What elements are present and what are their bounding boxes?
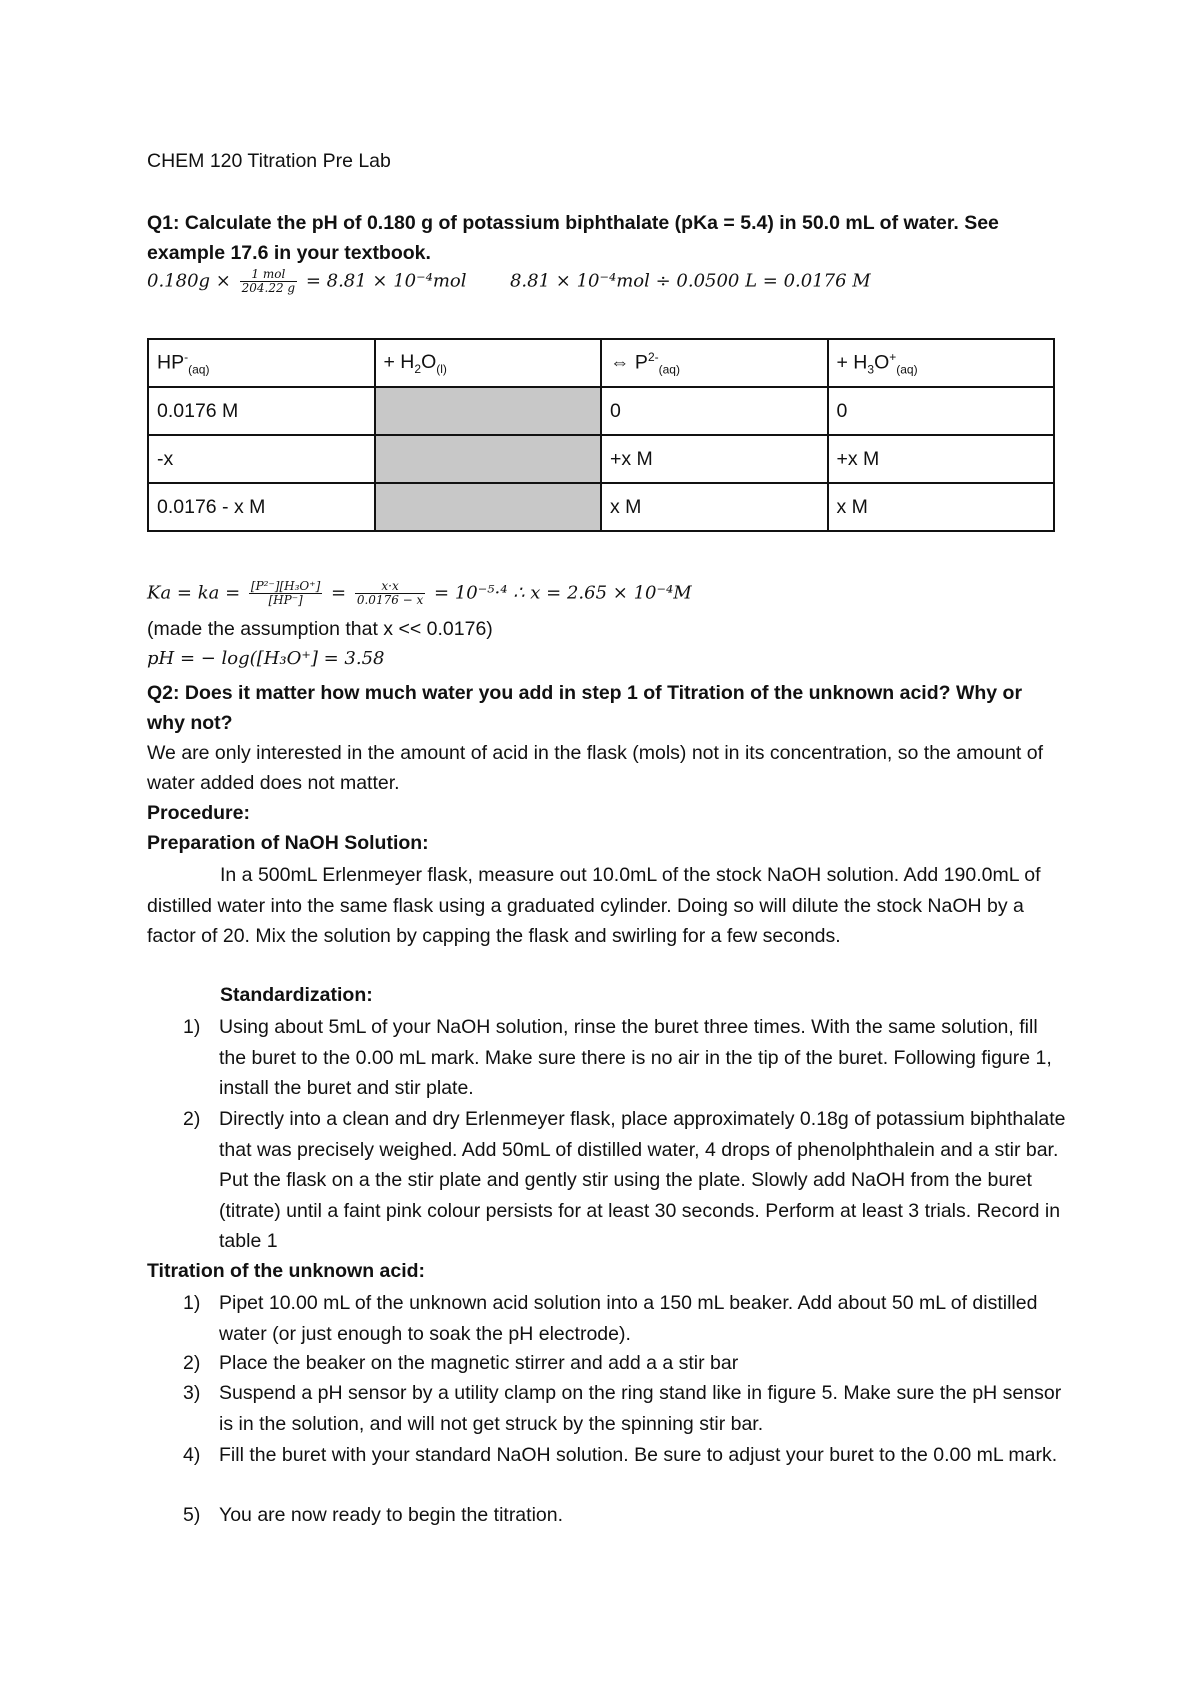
ka-expression: Ka = ka = $\frac{\text{[P²⁻][H₃O⁺]}}{[HP^-]}$ = $\frac{x\cdot x}{0.0176 - x}$ = 10⁻⁵·⁴ ∴ x = 2.65 × 10⁻⁴M — [147, 579, 692, 607]
ph-result: pH = − log([H₃O⁺] = 3.58 — [147, 648, 385, 669]
table-cell: 0.0176 - x M — [148, 483, 375, 531]
table-cell: +x M — [601, 435, 828, 483]
ka-rhs: = 10⁻⁵·⁴ ∴ x = 2.65 × 10⁻⁴M — [434, 582, 692, 604]
header-p2: ⇔ $P^{2-}_{(aq)}$ — [601, 339, 828, 387]
q1-question: Q1: Calculate the pH of 0.180 g of potassium biphthalate (pKa = 5.4) in 50.0 mL of water. See example 17.6 in your textbook. — [147, 212, 999, 264]
frac-numerator: 1 mol — [240, 268, 297, 282]
header-h3o: + $H_3O^+_{(aq)}$ — [828, 339, 1055, 387]
prep-heading: Preparation of NaOH Solution: — [147, 832, 429, 854]
table-row — [148, 435, 1054, 483]
list-number: 2) — [183, 1352, 201, 1374]
q1-calculation — [147, 268, 871, 295]
calc-concentration: 8.81 × 10⁻⁴mol ÷ 0.0500 L = 0.0176 M — [509, 270, 871, 292]
ka-fraction-2 — [355, 580, 425, 607]
assumption-note: (made the assumption that x << 0.0176) — [147, 618, 493, 640]
frac-numerator: x·x — [355, 580, 425, 594]
standardization-heading: Standardization: — [220, 984, 373, 1006]
ice-table — [147, 338, 1055, 532]
list-number: 3) — [183, 1382, 201, 1404]
frac-denominator: 204.22 g — [241, 281, 296, 295]
table-cell-shaded — [375, 483, 602, 531]
list-item: Suspend a pH sensor by a utility clamp on the ring stand like in figure 5. Make sure the pH sensor is in the solution, and will not get struck by the spinning stir bar. — [219, 1382, 1062, 1435]
list-number: 1) — [183, 1016, 201, 1038]
list-item: Using about 5mL of your NaOH solution, rinse the buret three times. With the same solution, fill the buret to the 0.00 mL mark. Make sure there is no air in the tip of the buret. Following figure 1, install the buret and stir plate. — [219, 1016, 1052, 1099]
ice-header-row — [148, 339, 1054, 387]
frac-denominator: 0.0176 − x — [356, 593, 424, 607]
titration-heading: Titration of the unknown acid: — [147, 1260, 426, 1282]
page-title: CHEM 120 Titration Pre Lab — [147, 150, 391, 172]
q2-question: Q2: Does it matter how much water you add in step 1 of Titration of the unknown acid? Why or why not? — [147, 682, 1023, 734]
list-number: 1) — [183, 1292, 201, 1314]
list-number: 4) — [183, 1444, 201, 1466]
list-item: Fill the buret with your standard NaOH solution. Be sure to adjust your buret to the 0.00 mL mark. — [219, 1444, 1058, 1466]
list-item: Pipet 10.00 mL of the unknown acid solution into a 150 mL beaker. Add about 50 mL of distilled water (or just enough to soak the pH electrode). — [219, 1292, 1038, 1345]
frac-numerator: [P²⁻][H₃O⁺] — [250, 579, 321, 593]
table-cell-shaded — [375, 435, 602, 483]
calc-moles: = 8.81 × 10⁻⁴mol — [305, 270, 467, 292]
header-hp: $HP^-_{(aq)}$ — [148, 339, 375, 387]
ka-lhs: Ka = ka = — [147, 582, 241, 604]
frac-denominator: [HP⁻] — [268, 593, 303, 607]
prep-paragraph: In a 500mL Erlenmeyer flask, measure out 10.0mL of the stock NaOH solution. Add 190.0mL of distilled water into the same flask using a graduated cylinder. Doing so will dilute the stock NaOH by a factor of 20. Mix the solution by capping the flask and swirling for a few seconds. — [147, 864, 1041, 947]
table-cell: x M — [828, 483, 1055, 531]
calc-mass: 0.180g × — [147, 270, 231, 292]
table-cell: 0 — [601, 387, 828, 435]
table-row — [148, 483, 1054, 531]
table-cell: x M — [601, 483, 828, 531]
header-water: + $H_2O_{(l)}$ — [375, 339, 602, 387]
ka-fraction-1 — [249, 580, 322, 607]
table-row — [148, 387, 1054, 435]
molar-mass-fraction — [240, 268, 297, 295]
procedure-heading: Procedure: — [147, 802, 250, 824]
list-item: You are now ready to begin the titration. — [219, 1504, 564, 1526]
table-cell: 0.0176 M — [148, 387, 375, 435]
list-number: 5) — [183, 1504, 201, 1526]
list-number: 2) — [183, 1108, 201, 1130]
table-cell: +x M — [828, 435, 1055, 483]
list-item: Place the beaker on the magnetic stirrer and add a a stir bar — [219, 1352, 739, 1374]
table-cell-shaded — [375, 387, 602, 435]
q2-answer: We are only interested in the amount of acid in the flask (mols) not in its concentration, so the amount of water added does not matter. — [147, 742, 1044, 794]
table-cell: 0 — [828, 387, 1055, 435]
table-cell: -x — [148, 435, 375, 483]
list-item: Directly into a clean and dry Erlenmeyer flask, place approximately 0.18g of potassium biphthalate that was precisely weighed. Add 50mL of distilled water, 4 drops of phenolphthalein and a stir bar. Put the flask on a the stir plate and gently stir using the plate. Slowly add NaOH from the buret (titrate) until a faint pink colour persists for at least 30 seconds. Perform at least 3 trials. Record in table 1 — [219, 1108, 1066, 1252]
